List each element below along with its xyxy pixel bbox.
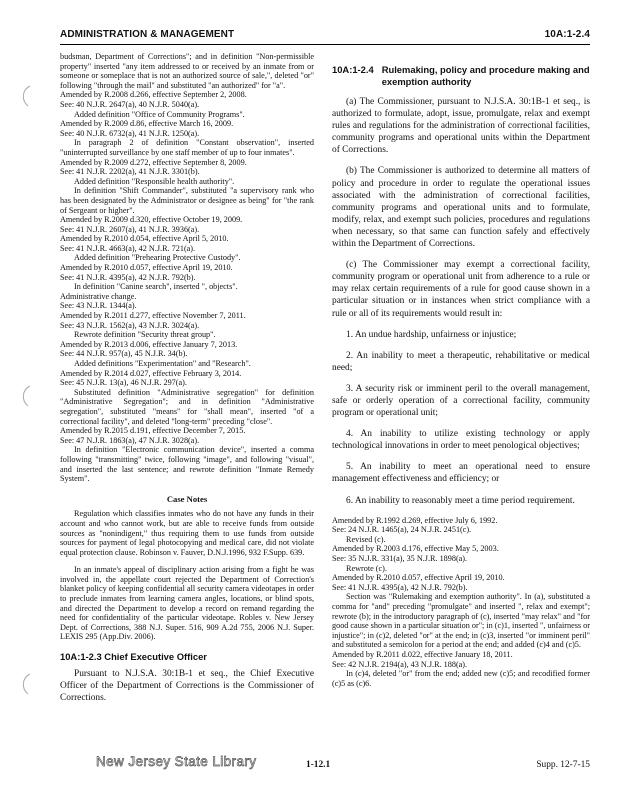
section-title: Rulemaking, policy and procedure making and exemption authority <box>381 64 590 87</box>
left-column <box>60 52 314 704</box>
running-header <box>60 26 590 45</box>
history-note-line: Rewrote (c). <box>346 563 387 573</box>
history-note-line: In paragraph 2 of definition "Constant observation", inserted "uninterrupted surveillance by one staff member of up to four inmates". <box>60 138 314 157</box>
history-note-line: Rewrote definition "Security threat group". <box>74 330 216 340</box>
section-paragraph: (c) The Commissioner may exempt a correctional facility, community program or operational unit from adherence to a rule or may relax certain requirements of a rule for good cause shown in a particular situation or in instances when strict compliance with a rule or all of its requirements would result in: <box>332 260 590 319</box>
list-item: 3. A security risk or imminent peril to the overall management, safe or orderly operation of a correctional facility, community program or operational unit; <box>332 383 590 419</box>
list-item: 5. An inability to meet an operational need to ensure management effectiveness and efficiency; or <box>332 462 590 485</box>
library-watermark: New Jersey State Library <box>96 754 257 769</box>
history-note-line: Amended by R.2009 d.86, effective March 16, 2009. <box>60 119 234 129</box>
history-note-line: Revised (c). <box>346 534 386 544</box>
header-section-number: 10A:1-2.4 <box>544 29 590 40</box>
punch-hole-mark <box>18 672 34 696</box>
history-note-line: See: 35 N.J.R. 331(a), 35 N.J.R. 1898(a). <box>332 554 468 563</box>
history-note-line: budsman, Department of Corrections"; and in definition "Non-permissible property" inserted "any item addressed to or received by an inmate from or someone or someplace that is not an authorized source of sale,", deleted "or" following "through the mail" and substituted "an authorized" for "a". <box>60 52 314 90</box>
history-note-line: See: 40 N.J.R. 6732(a), 41 N.J.R. 1250(a). <box>60 128 200 138</box>
section-paragraph: (a) The Commissioner, pursuant to N.J.S.A. 30:1B-1 et seq., is authorized to formulate, adopt, issue, promulgate, relax and exempt rules and regulations for the administration of correctional facilities, community programs and operational units within the Department of Corrections. <box>332 97 590 156</box>
page-number: 1-12.1 <box>306 760 331 770</box>
amendment-history-notes <box>60 52 314 484</box>
history-note-line: See: 44 N.J.R. 957(a), 45 N.J.R. 34(b). <box>60 349 188 359</box>
history-note-line: Amended by R.2014 d.027, effective February 3, 2014. <box>60 368 242 378</box>
history-note-line: Amended by R.2013 d.006, effective January 7, 2013. <box>60 339 238 349</box>
history-note-line: See: 45 N.J.R. 13(a), 46 N.J.R. 297(a). <box>60 378 187 388</box>
section-paragraph: (b) The Commissioner is authorized to determine all matters of policy and procedure in order to regulate the operational issues associated with the administration of correctional facilities, community programs and operational units and to formulate, modify, relax, and exempt such policies, procedures and regulations when necessary, so that same can function safely and effectively within the Department of Corrections. <box>332 166 590 250</box>
supplement-date: Supp. 12-7-15 <box>536 760 590 770</box>
history-note-line: In definition "Electronic communication device", inserted a comma following "transmitting" twice, following "image", and following "visual", and inserted the last sentence; and rewrote definition "Inmate Remedy System". <box>60 445 314 484</box>
punch-hole-mark <box>18 84 34 108</box>
header-title: ADMINISTRATION & MANAGEMENT <box>60 29 235 40</box>
history-note-line: Amended by R.2003 d.176, effective May 5, 2003. <box>332 544 499 554</box>
history-note-line: Amended by R.2009 d.320, effective October 19, 2009. <box>60 215 243 225</box>
history-note-line: See: 41 N.J.R. 2202(a), 41 N.J.R. 3301(b). <box>60 167 200 177</box>
section-history-notes <box>332 516 590 689</box>
history-note-line: See: 41 N.J.R. 4395(a), 42 N.J.R. 792(b). <box>332 582 468 592</box>
history-note-line: Added definition "Prehearing Protective Custody". <box>74 253 241 263</box>
history-note-line: See: 47 N.J.R. 1863(a), 47 N.J.R. 3028(a). <box>60 435 200 445</box>
case-note-paragraph: Regulation which classifies inmates who do not have any funds in their account and who cannot work, but are able to receive funds from outside sources as "nonindigent," thus requiring them to use funds from outside sources for payment of legal photocopying and medical care, did not violate equal protection clause. Robinson v. Fauver, D.N.J.1996, 932 F.Supp. 639. <box>60 509 314 557</box>
history-note-line: See: 42 N.J.R. 2194(a), 43 N.J.R. 188(a). <box>332 659 468 669</box>
history-note-line: Added definitions "Experimentation" and "Research". <box>74 359 251 368</box>
history-note-line: In definition "Shift Commander", substituted "a supervisory rank who has been designated by the Administrator or designee as being" for "the rank of Sergeant or higher". <box>60 186 314 215</box>
history-note-line: Amended by R.1992 d.269, effective July 6, 1992. <box>332 515 498 525</box>
list-item: 6. An inability to reasonably meet a time period requirement. <box>346 495 575 506</box>
history-note-line: See: 41 N.J.R. 4395(a), 42 N.J.R. 792(b). <box>60 272 196 282</box>
section-heading <box>332 64 590 87</box>
history-note-line: Amended by R.2010 d.057, effective April 19, 2010. <box>60 263 233 273</box>
right-column <box>332 64 590 688</box>
history-note-line: Added definition "Responsible health authority". <box>74 176 235 186</box>
history-note-line: See: 43 N.J.R. 1562(a), 43 N.J.R. 3024(a). <box>60 320 200 330</box>
history-note-line: See: 43 N.J.R. 1344(a). <box>60 301 137 311</box>
list-item: 4. An inability to utilize existing technology or apply technological innovations in order to meet penological objectives; <box>332 429 590 452</box>
history-note-line: Amended by R.2010 d.054, effective April 5, 2010. <box>60 234 229 244</box>
section-number: 10A:1-2.4 <box>332 64 374 75</box>
history-note-line: See: 24 N.J.R. 1465(a), 24 N.J.R. 2451(c). <box>332 525 472 535</box>
history-note-line: Administrative change. <box>60 291 137 301</box>
history-note-line: Amended by R.2008 d.266, effective September 2, 2008. <box>60 90 247 100</box>
case-note-paragraph: In an inmate's appeal of disciplinary action arising from a fight he was involved in, the appellate court rejected the Department of Correction's blanket policy of keeping confidential all security camera videotapes in order to preclude inmates from learning camera angles, locations, or blind spots, and directed the Department to develop a record on remand regarding the need for confidentiality of the particular videotape. Robles v. New Jersey Dept. of Corrections, 388 N.J. Super. 516, 909 A.2d 755, 2006 N.J. Super. LEXIS 295 (App.Div. 2006). <box>60 565 314 642</box>
history-note-line: In definition "Canine search", inserted ", objects". <box>74 282 238 292</box>
history-note-line: Amended by R.2011 d.277, effective November 7, 2011. <box>60 311 246 321</box>
history-note-line: Amended by R.2009 d.272, effective September 8, 2009. <box>60 157 247 167</box>
list-item: 2. An inability to meet a therapeutic, rehabilitative or medical need; <box>332 350 590 373</box>
list-item: 1. An undue hardship, unfairness or injustice; <box>346 329 517 340</box>
history-note-line: See: 41 N.J.R. 2607(a), 41 N.J.R. 3936(a). <box>60 224 200 234</box>
case-notes-title: Case Notes <box>166 493 208 504</box>
history-note-line: See: 41 N.J.R. 4663(a), 42 N.J.R. 721(a). <box>60 243 196 253</box>
punch-hole-mark <box>18 384 34 408</box>
history-note-line: In (c)4, deleted "or" from the end; added new (c)5; and recodified former (c)5 as (c)6. <box>332 669 590 688</box>
history-note-line: Substituted definition "Administrative segregation" for definition "Administrative Segregation"; and in definition "Administrative segregation", substituted "means" for "shall mean", inserted "of a correctional facility", and deleted "long-term" preceding "close". <box>60 387 314 426</box>
history-note-line: Section was "Rulemaking and exemption authority". In (a), substituted a comma for "and" preceding "promulgate" and inserted ", relax and exempt"; rewrote (b); in the introductory paragraph of (c), inserted "may relax" and "for good cause shown in a particular situation or"; in (c)1, inserted ", unfairness or injustice"; in (c)2, deleted "or" at the end; in (c)3, inserted "or imminent peril" and substituted a semicolon for a period at the end; and added (c)4 and (c)5. <box>332 592 590 650</box>
section-heading: 10A:1-2.3 Chief Executive Officer <box>60 651 207 663</box>
history-note-line: Added definition "Office of Community Programs". <box>74 109 245 119</box>
history-note-line: Amended by R.2011 d.022, effective January 18, 2011. <box>332 649 513 659</box>
section-paragraph: Pursuant to N.J.S.A. 30:1B-1 et seq., the Chief Executive Officer of the Department of Corrections is the Commissioner of Corrections. <box>60 668 314 703</box>
history-note-line: See: 40 N.J.R. 2647(a), 40 N.J.R. 5040(a). <box>60 99 200 109</box>
history-note-line: Amended by R.2010 d.057, effective April 19, 2010. <box>332 573 505 583</box>
history-note-line: Amended by R.2015 d.191, effective December 7, 2015. <box>60 426 246 436</box>
